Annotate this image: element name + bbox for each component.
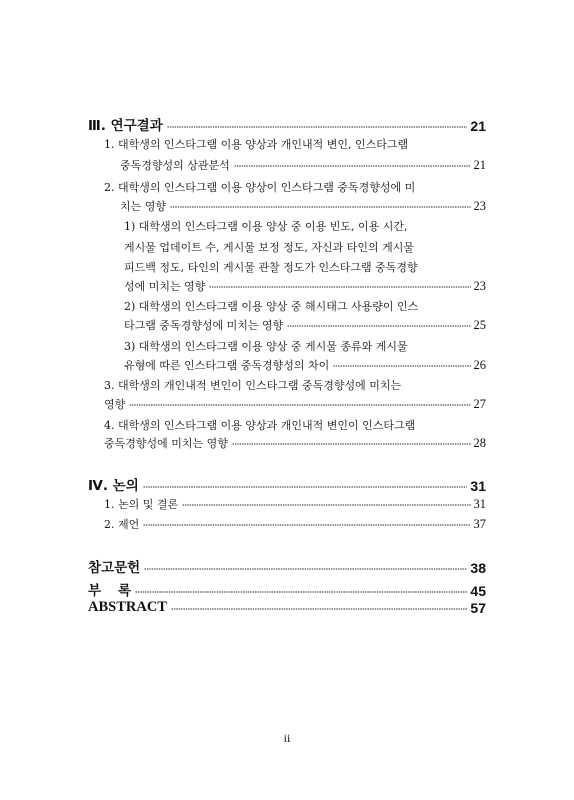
toc-entry-3-3-line1[interactable]: 3. 대학생의 개인내적 변인이 인스타그램 중독경향성에 미치는: [104, 379, 402, 392]
toc-entry-3-2-1-line4: 성에 미치는 영향: [124, 280, 206, 293]
toc-abstract-title: ABSTRACT: [88, 599, 167, 615]
toc-entry-3-2-2-line1[interactable]: 2) 대학생의 인스타그램 이용 양상 중 해시태그 사용량이 인스: [124, 300, 419, 313]
toc-entry-3-2-3[interactable]: [124, 357, 486, 373]
toc-entry-3-2-3-line2: 유형에 따른 인스타그램 중독경향성의 차이: [124, 359, 330, 372]
dot-leader: [287, 322, 470, 330]
toc-page-number: 23: [473, 279, 486, 293]
toc-entry-3-2-3-line1[interactable]: 3) 대학생의 인스타그램 이용 양상 중 게시물 종류와 게시물: [124, 340, 408, 353]
toc-references-title: 참고문헌: [88, 560, 141, 576]
toc-entry-3-2-2[interactable]: [124, 317, 486, 333]
toc-entry-3-4-line2: 중독경향성에 미치는 영향: [104, 437, 228, 450]
dot-leader: [232, 440, 471, 448]
toc-page-number: 21: [470, 118, 486, 134]
toc-entry-4-1[interactable]: [104, 496, 486, 512]
toc-entry-3-2-1-line2[interactable]: 게시물 업데이트 수, 게시물 보정 정도, 자신과 타인의 게시물: [124, 241, 414, 254]
toc-entry-3-2[interactable]: [120, 198, 486, 214]
toc-chapter-3-title: Ⅲ. 연구결과: [88, 118, 163, 134]
toc-entry-3-1-line2: 중독경향성의 상관분석: [120, 159, 230, 172]
toc-entry-4-2-title: 2. 제언: [104, 518, 140, 531]
dot-leader: [129, 401, 470, 409]
toc-entry-3-3[interactable]: [104, 396, 486, 412]
toc-entry-3-2-1-line3[interactable]: 피드백 정도, 타인의 게시물 관찰 정도가 인스타그램 중독경향: [124, 261, 418, 274]
dot-leader: [144, 565, 467, 573]
dot-leader: [182, 501, 470, 509]
dot-leader: [167, 123, 468, 131]
toc-page-number: 31: [473, 497, 486, 511]
toc-appendix-char2: 록: [118, 583, 132, 599]
dot-leader: [209, 283, 470, 291]
toc-references[interactable]: [88, 556, 486, 576]
dot-leader: [170, 203, 470, 211]
dot-leader: [333, 362, 470, 370]
toc-page-number: 26: [473, 358, 486, 372]
toc-entry-3-1[interactable]: [120, 157, 486, 173]
toc-entry-3-2-1-line1[interactable]: 1) 대학생의 인스타그램 이용 양상 중 이용 빈도, 이용 시간,: [124, 220, 408, 233]
dot-leader: [143, 483, 468, 491]
toc-entry-3-2-1[interactable]: [124, 278, 486, 294]
toc-appendix-char1: 부: [88, 583, 102, 599]
toc-appendix-title: [88, 579, 131, 599]
toc-chapter-3[interactable]: [88, 114, 486, 134]
toc-entry-3-2-line2: 치는 영향: [120, 200, 167, 213]
toc-chapter-4-title: Ⅳ. 논의: [88, 478, 139, 494]
toc-page-number: 27: [473, 397, 486, 411]
toc-entry-3-2-line1[interactable]: 2. 대학생의 인스타그램 이용 양상이 인스타그램 중독경향성에 미: [104, 181, 416, 194]
toc-entry-3-4-line1[interactable]: 4. 대학생의 인스타그램 이용 양상과 개인내적 변인이 인스타그램: [104, 419, 416, 432]
toc-page-number: 28: [473, 436, 486, 450]
dot-leader: [135, 588, 467, 596]
toc-page-number: 25: [473, 318, 486, 332]
dot-leader: [234, 162, 471, 170]
toc-page-number: 45: [470, 583, 486, 599]
toc-entry-4-2[interactable]: [104, 516, 486, 532]
toc-entry-3-3-line2: 영향: [104, 398, 126, 411]
toc-entry-3-1-line1[interactable]: 1. 대학생의 인스타그램 이용 양상과 개인내적 변인, 인스타그램: [104, 138, 409, 151]
toc-page-number: 37: [473, 517, 486, 531]
toc-abstract[interactable]: [88, 599, 486, 616]
toc-entry-4-1-title: 1. 논의 및 결론: [104, 498, 179, 511]
toc-appendix[interactable]: [88, 579, 486, 599]
toc-entry-3-4[interactable]: [104, 435, 486, 451]
toc-entry-3-2-2-line2: 타그램 중독경향성에 미치는 영향: [124, 319, 284, 332]
toc-chapter-4[interactable]: [88, 474, 486, 494]
dot-leader: [171, 605, 467, 613]
toc-page-number: 23: [473, 199, 486, 213]
toc-page-number: 31: [470, 478, 486, 494]
toc-page-number: 21: [473, 158, 486, 172]
page-footer-number: ii: [283, 731, 291, 745]
toc-page-number: 57: [470, 600, 486, 616]
toc-page-number: 38: [470, 560, 486, 576]
dot-leader: [143, 521, 470, 529]
